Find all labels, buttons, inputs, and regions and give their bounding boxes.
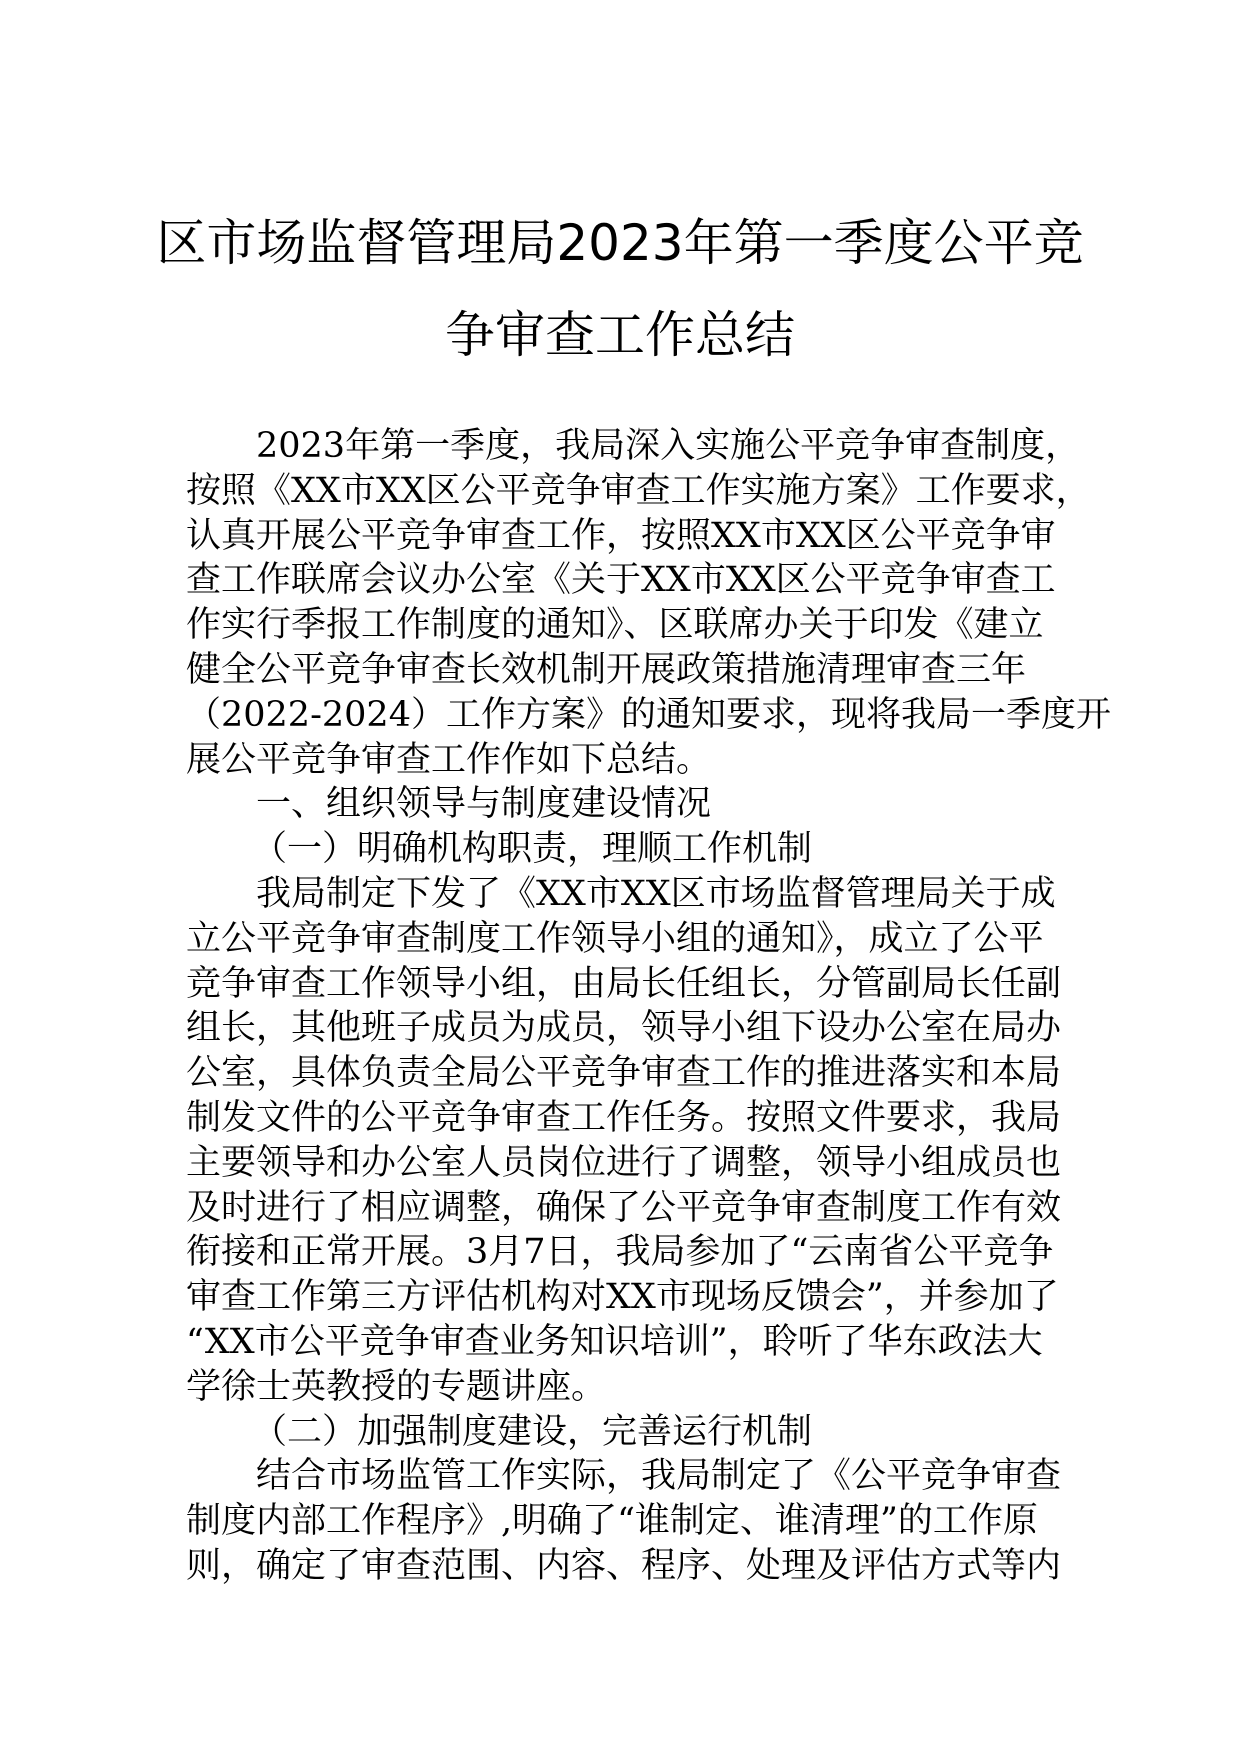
body-line: 展公平竞争审查工作作如下总结。 [186,739,712,780]
body-line: 公室，具体负责全局公平竞争审查工作的推进落实和本局 [186,1053,1062,1094]
body-line: 主要领导和办公室人员岗位进行了调整，领导小组成员也 [186,1142,1062,1183]
body-line: “XX市公平竞争审查业务知识培训”，聆听了华东政法大 [186,1321,1043,1362]
body-line: 竞争审查工作领导小组，由局长任组长，分管副局长任副 [186,963,1062,1004]
body-line: 结合市场监管工作实际，我局制定了《公平竞争审查 [256,1456,1062,1497]
body-line: 健全公平竞争审查长效机制开展政策措施清理审查三年 [186,649,1027,690]
body-line: 则，确定了审查范围、内容、程序、处理及评估方式等内 [186,1545,1062,1586]
subsection-heading-2: （二）加强制度建设，完善运行机制 [252,1411,813,1452]
body-line: 认真开展公平竞争审查工作，按照XX市XX区公平竞争审 [186,515,1056,556]
body-line: 查工作联席会议办公室《关于XX市XX区公平竞争审查工 [186,560,1056,601]
body-line: 立公平竞争审查制度工作领导小组的通知》，成立了公平 [186,918,1044,959]
body-line: 审查工作第三方评估机构对XX市现场反馈会”，并参加了 [186,1277,1059,1318]
body-line: 作实行季报工作制度的通知》、区联席办关于印发《建立 [186,605,1044,646]
body-line: 衔接和正常开展。3月7日，我局参加了“云南省公平竞争 [186,1232,1054,1273]
body-line: 学徐士英教授的专题讲座。 [186,1366,607,1407]
section-heading-1: 一、组织领导与制度建设情况 [256,784,712,825]
subsection-heading-1: （一）明确机构职责，理顺工作机制 [252,829,813,870]
body-line: 按照《XX市XX区公平竞争审查工作实施方案》工作要求， [186,470,1091,511]
body-line: 我局制定下发了《XX市XX区市场监督管理局关于成 [256,873,1056,914]
body-line: 制度内部工作程序》,明确了“谁制定、谁清理”的工作原 [186,1501,1038,1542]
body-line: 制发文件的公平竞争审查工作任务。按照文件要求，我局 [186,1097,1062,1138]
document-body [186,424,1111,1589]
body-line: 组长，其他班子成员为成员，领导小组下设办公室在局办 [186,1008,1062,1049]
body-line: 及时进行了相应调整，确保了公平竞争审查制度工作有效 [186,1187,1062,1228]
document-title-line-2: 争审查工作总结 [445,306,795,364]
body-line: 2023年第一季度，我局深入实施公平竞争审查制度， [256,426,1081,466]
body-line: （2022-2024）工作方案》的通知要求，现将我局一季度开 [186,694,1111,735]
document-title-line-1: 区市场监督管理局2023年第一季度公平竞 [156,214,1084,272]
